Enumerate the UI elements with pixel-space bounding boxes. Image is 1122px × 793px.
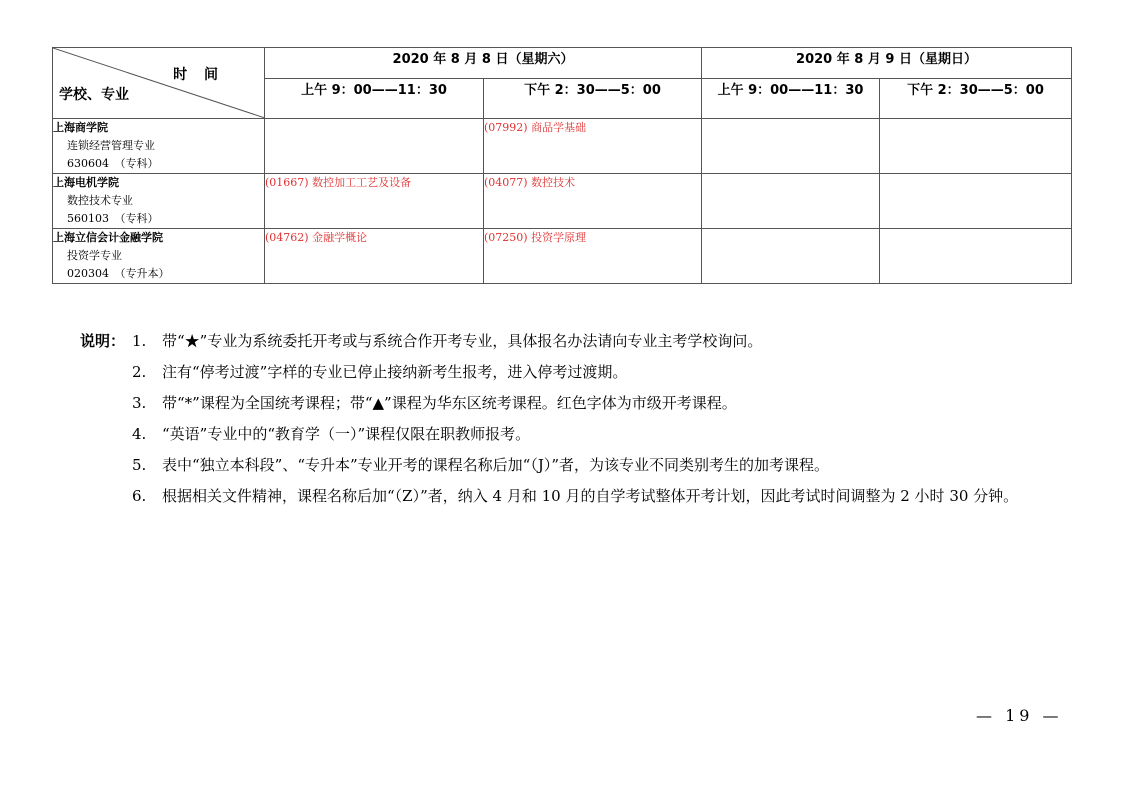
note-text: 带“*”课程为全国统考课程；带“▲”课程为华东区统考课程。红色字体为市级开考课程。	[162, 394, 737, 412]
date-header-aug9: 2020 年 8 月 9 日（星期日）	[702, 48, 1072, 79]
table-row	[53, 174, 1072, 229]
page-number: — 19 —	[976, 706, 1063, 725]
school-cell	[53, 229, 265, 284]
course-cell	[265, 119, 484, 174]
table-corner-header	[53, 48, 265, 119]
corner-time-label: 时 间	[173, 67, 224, 83]
major-code: 560103 （专科）	[67, 212, 159, 225]
note-number: 6.	[132, 487, 147, 505]
school-cell	[53, 174, 265, 229]
course-cell	[880, 229, 1072, 284]
notes-heading: 说明：	[80, 332, 126, 350]
note-text: 带“★”专业为系统委托开考或与系统合作开考专业，具体报名办法请向专业主考学校询问。	[162, 332, 763, 350]
course-cell	[880, 119, 1072, 174]
course-cell	[702, 174, 880, 229]
note-item	[80, 388, 1040, 419]
major-name: 数控技术专业	[67, 194, 133, 207]
corner-school-label: 学校、专业	[59, 87, 129, 103]
note-item	[80, 419, 1040, 450]
note-number: 4.	[132, 425, 147, 443]
major-name: 连锁经营管理专业	[67, 139, 155, 152]
major-code: 020304 （专升本）	[67, 267, 170, 280]
course-cell: (04762) 金融学概论	[265, 229, 484, 284]
slot-header: 下午 2：30——5：00	[880, 79, 1072, 119]
school-cell	[53, 119, 265, 174]
note-item	[80, 450, 1040, 481]
school-name: 上海立信会计金融学院	[53, 231, 163, 244]
school-name: 上海电机学院	[53, 176, 119, 189]
diagonal-divider	[53, 48, 265, 118]
exam-schedule-table	[52, 47, 1072, 284]
note-text: 表中“独立本科段”、“专升本”专业开考的课程名称后加“（J）”者，为该专业不同类别考生的加考课程。	[162, 456, 830, 474]
note-number: 5.	[132, 456, 147, 474]
note-number: 3.	[132, 394, 147, 412]
major-name: 投资学专业	[67, 249, 122, 262]
note-item	[80, 326, 1040, 357]
note-text: 根据相关文件精神，课程名称后加“（Z）”者，纳入 4 月和 10 月的自学考试整体开考计划，因此考试时间调整为 2 小时 30 分钟。	[162, 487, 1019, 505]
course-cell	[702, 119, 880, 174]
school-name: 上海商学院	[53, 121, 108, 134]
table-row	[53, 119, 1072, 174]
slot-header: 上午 9：00——11：30	[265, 79, 484, 119]
course-cell	[880, 174, 1072, 229]
note-number: 2.	[132, 363, 147, 381]
notes-section	[80, 326, 1040, 512]
major-code: 630604 （专科）	[67, 157, 159, 170]
course-cell: (04077) 数控技术	[484, 174, 702, 229]
course-cell: (01667) 数控加工工艺及设备	[265, 174, 484, 229]
note-number: 1.	[132, 332, 147, 350]
table-row	[53, 229, 1072, 284]
slot-header: 上午 9：00——11：30	[702, 79, 880, 119]
date-header-aug8: 2020 年 8 月 8 日（星期六）	[265, 48, 702, 79]
note-text: “英语”专业中的“教育学（一）”课程仅限在职教师报考。	[162, 425, 531, 443]
note-item	[80, 357, 1040, 388]
note-item	[80, 481, 1040, 512]
course-cell: (07992) 商品学基础	[484, 119, 702, 174]
course-cell: (07250) 投资学原理	[484, 229, 702, 284]
course-cell	[702, 229, 880, 284]
note-text: 注有“停考过渡”字样的专业已停止接纳新考生报考，进入停考过渡期。	[162, 363, 628, 381]
slot-header: 下午 2：30——5：00	[484, 79, 702, 119]
